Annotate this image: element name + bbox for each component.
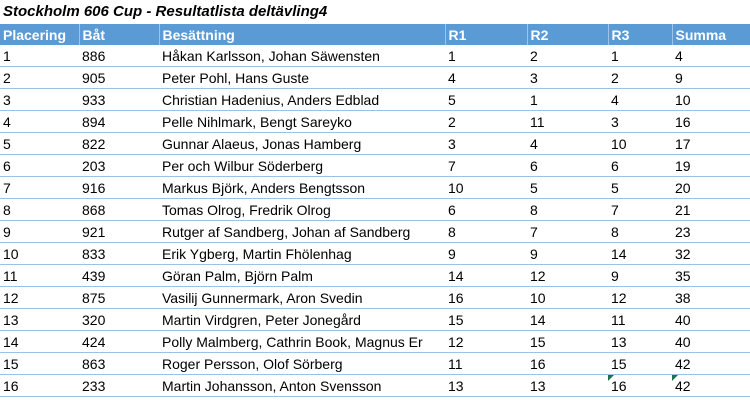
placering-cell[interactable]: 8	[0, 199, 79, 221]
r1-cell[interactable]: 3	[445, 133, 527, 155]
header-row	[0, 24, 750, 45]
r2-cell[interactable]: 1	[527, 89, 608, 111]
table-row	[0, 375, 750, 397]
placering-cell[interactable]: 10	[0, 243, 79, 265]
r3-cell[interactable]: 13	[608, 331, 672, 353]
table-row	[0, 89, 750, 111]
r2-cell[interactable]: 10	[527, 287, 608, 309]
r1-cell[interactable]: 6	[445, 199, 527, 221]
besattning-cell[interactable]: Polly Malmberg, Cathrin Book, Magnus Er	[159, 331, 445, 353]
summa-cell[interactable]: 9	[672, 67, 750, 89]
table-row	[0, 287, 750, 309]
r2-cell[interactable]: 16	[527, 353, 608, 375]
besattning-cell[interactable]: Gunnar Alaeus, Jonas Hamberg	[159, 133, 445, 155]
bat-cell[interactable]: 894	[79, 111, 159, 133]
table-row	[0, 243, 750, 265]
besattning-cell[interactable]: Markus Björk, Anders Bengtsson	[159, 177, 445, 199]
table-row	[0, 199, 750, 221]
bat-cell[interactable]: 886	[79, 45, 159, 67]
r1-cell[interactable]: 2	[445, 111, 527, 133]
r3-cell[interactable]: 11	[608, 309, 672, 331]
header-placering[interactable]: Placering	[0, 24, 79, 45]
bat-cell[interactable]: 933	[79, 89, 159, 111]
bat-cell[interactable]: 822	[79, 133, 159, 155]
besattning-cell[interactable]: Christian Hadenius, Anders Edblad	[159, 89, 445, 111]
table-row	[0, 133, 750, 155]
bat-cell[interactable]: 233	[79, 375, 159, 397]
comment-indicator-icon[interactable]	[608, 375, 614, 381]
r2-cell[interactable]: 6	[527, 155, 608, 177]
placering-cell[interactable]: 13	[0, 309, 79, 331]
r1-cell[interactable]: 9	[445, 243, 527, 265]
r2-cell[interactable]: 3	[527, 67, 608, 89]
besattning-cell[interactable]: Roger Persson, Olof Sörberg	[159, 353, 445, 375]
summa-cell[interactable]: 16	[672, 111, 750, 133]
r3-cell[interactable]: 6	[608, 155, 672, 177]
bat-cell[interactable]: 916	[79, 177, 159, 199]
r2-cell[interactable]: 8	[527, 199, 608, 221]
comment-indicator-icon[interactable]	[672, 375, 678, 381]
r1-cell[interactable]: 14	[445, 265, 527, 287]
r1-cell[interactable]: 12	[445, 331, 527, 353]
placering-cell[interactable]: 6	[0, 155, 79, 177]
placering-cell[interactable]: 1	[0, 45, 79, 67]
placering-cell[interactable]: 4	[0, 111, 79, 133]
besattning-cell[interactable]: Martin Virdgren, Peter Jonegård	[159, 309, 445, 331]
r3-cell[interactable]: 14	[608, 243, 672, 265]
r2-cell[interactable]: 11	[527, 111, 608, 133]
r1-cell[interactable]: 16	[445, 287, 527, 309]
placering-cell[interactable]: 2	[0, 67, 79, 89]
r3-cell[interactable]: 2	[608, 67, 672, 89]
summa-cell[interactable]: 4	[672, 45, 750, 67]
r3-cell[interactable]: 3	[608, 111, 672, 133]
table-row	[0, 353, 750, 375]
besattning-cell[interactable]: Rutger af Sandberg, Johan af Sandberg	[159, 221, 445, 243]
r3-cell[interactable]: 10	[608, 133, 672, 155]
table-row	[0, 177, 750, 199]
bat-cell[interactable]: 424	[79, 331, 159, 353]
placering-cell[interactable]: 7	[0, 177, 79, 199]
r1-cell[interactable]: 5	[445, 89, 527, 111]
summa-cell[interactable]: 20	[672, 177, 750, 199]
r2-cell[interactable]: 7	[527, 221, 608, 243]
table-row	[0, 221, 750, 243]
r3-cell[interactable]: 5	[608, 177, 672, 199]
besattning-cell[interactable]: Göran Palm, Björn Palm	[159, 265, 445, 287]
summa-cell[interactable]: 17	[672, 133, 750, 155]
besattning-cell[interactable]: Erik Ygberg, Martin Fhölenhag	[159, 243, 445, 265]
r1-cell[interactable]: 1	[445, 45, 527, 67]
r1-cell[interactable]: 8	[445, 221, 527, 243]
r1-cell[interactable]: 13	[445, 375, 527, 397]
placering-cell[interactable]: 15	[0, 353, 79, 375]
r2-cell[interactable]: 12	[527, 265, 608, 287]
table-row	[0, 309, 750, 331]
summa-cell[interactable]: 35	[672, 265, 750, 287]
r3-cell[interactable]: 7	[608, 199, 672, 221]
sheet-title: Stockholm 606 Cup - Resultatlista deltävling4	[3, 3, 328, 20]
bat-cell[interactable]: 863	[79, 353, 159, 375]
placering-cell[interactable]: 11	[0, 265, 79, 287]
r2-cell[interactable]: 4	[527, 133, 608, 155]
r3-cell[interactable]: 16	[608, 375, 672, 397]
r1-cell[interactable]: 11	[445, 353, 527, 375]
bat-cell[interactable]: 875	[79, 287, 159, 309]
placering-cell[interactable]: 9	[0, 221, 79, 243]
results-body	[0, 45, 750, 397]
besattning-cell[interactable]: Per och Wilbur Söderberg	[159, 155, 445, 177]
besattning-cell[interactable]: Martin Johansson, Anton Svensson	[159, 375, 445, 397]
bat-cell[interactable]: 439	[79, 265, 159, 287]
summa-cell[interactable]: 38	[672, 287, 750, 309]
r2-cell[interactable]: 5	[527, 177, 608, 199]
r3-cell[interactable]: 9	[608, 265, 672, 287]
r3-cell[interactable]: 1	[608, 45, 672, 67]
results-table	[0, 24, 750, 397]
r1-cell[interactable]: 10	[445, 177, 527, 199]
placering-cell[interactable]: 14	[0, 331, 79, 353]
bat-cell[interactable]: 905	[79, 67, 159, 89]
header-besattning[interactable]: Besättning	[159, 24, 445, 45]
header-r2[interactable]: R2	[527, 24, 608, 45]
r2-cell[interactable]: 15	[527, 331, 608, 353]
placering-cell[interactable]: 3	[0, 89, 79, 111]
table-row	[0, 45, 750, 67]
placering-cell[interactable]: 16	[0, 375, 79, 397]
besattning-cell[interactable]: Pelle Nihlmark, Bengt Sareyko	[159, 111, 445, 133]
summa-cell[interactable]: 42	[672, 375, 750, 397]
header-summa[interactable]: Summa	[672, 24, 750, 45]
bat-cell[interactable]: 320	[79, 309, 159, 331]
table-row	[0, 67, 750, 89]
summa-cell[interactable]: 10	[672, 89, 750, 111]
table-row	[0, 111, 750, 133]
besattning-cell[interactable]: Peter Pohl, Hans Guste	[159, 67, 445, 89]
r3-cell[interactable]: 4	[608, 89, 672, 111]
header-bat[interactable]: Båt	[79, 24, 159, 45]
r2-cell[interactable]: 2	[527, 45, 608, 67]
bat-cell[interactable]: 921	[79, 221, 159, 243]
besattning-cell[interactable]: Håkan Karlsson, Johan Säwensten	[159, 45, 445, 67]
r2-cell[interactable]: 13	[527, 375, 608, 397]
r2-cell[interactable]: 14	[527, 309, 608, 331]
r2-cell[interactable]: 9	[527, 243, 608, 265]
summa-cell[interactable]: 32	[672, 243, 750, 265]
summa-cell[interactable]: 23	[672, 221, 750, 243]
r1-cell[interactable]: 15	[445, 309, 527, 331]
table-row	[0, 265, 750, 287]
placering-cell[interactable]: 12	[0, 287, 79, 309]
summa-cell[interactable]: 42	[672, 353, 750, 375]
header-r3[interactable]: R3	[608, 24, 672, 45]
bat-cell[interactable]: 203	[79, 155, 159, 177]
table-row	[0, 155, 750, 177]
placering-cell[interactable]: 5	[0, 133, 79, 155]
r3-cell[interactable]: 8	[608, 221, 672, 243]
summa-cell[interactable]: 40	[672, 331, 750, 353]
summa-cell[interactable]: 19	[672, 155, 750, 177]
besattning-cell[interactable]: Tomas Olrog, Fredrik Olrog	[159, 199, 445, 221]
summa-cell[interactable]: 21	[672, 199, 750, 221]
header-r1[interactable]: R1	[445, 24, 527, 45]
table-row	[0, 331, 750, 353]
r3-cell[interactable]: 12	[608, 287, 672, 309]
bat-cell[interactable]: 833	[79, 243, 159, 265]
bat-cell[interactable]: 868	[79, 199, 159, 221]
r1-cell[interactable]: 4	[445, 67, 527, 89]
r1-cell[interactable]: 7	[445, 155, 527, 177]
r3-cell[interactable]: 15	[608, 353, 672, 375]
summa-cell[interactable]: 40	[672, 309, 750, 331]
besattning-cell[interactable]: Vasilij Gunnermark, Aron Svedin	[159, 287, 445, 309]
